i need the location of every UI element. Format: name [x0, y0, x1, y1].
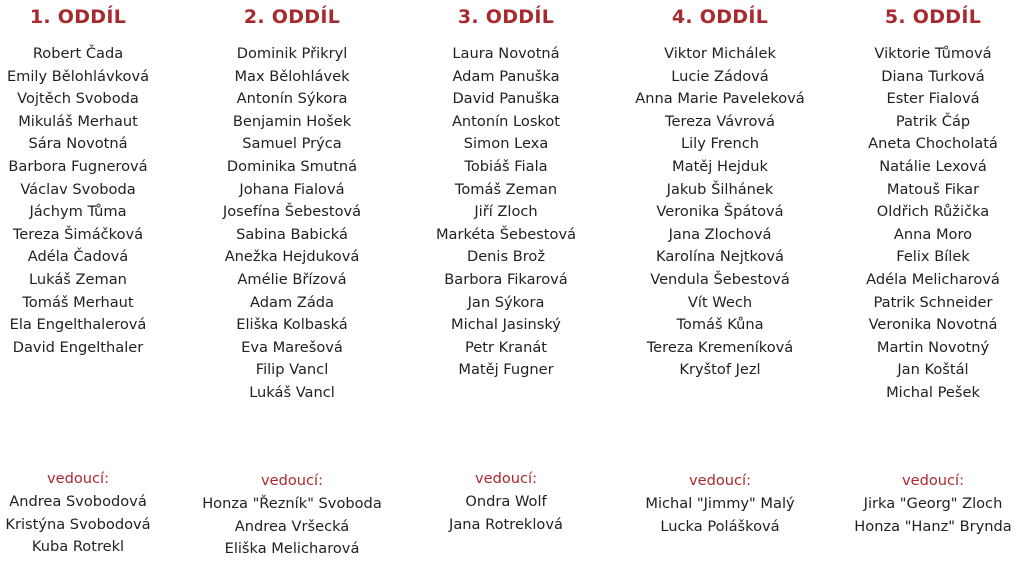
- member-name: Barbora Fikarová: [444, 270, 568, 288]
- leaders-label: vedoucí:: [901, 472, 965, 489]
- member-name: Jan Sýkora: [467, 293, 545, 311]
- leaders-label: vedoucí:: [46, 470, 110, 487]
- member-name: Tobiáš Fiala: [464, 157, 548, 175]
- leader-list: [401, 491, 611, 536]
- leaders-label: vedoucí:: [260, 472, 324, 489]
- member-name: Samuel Prýca: [242, 135, 342, 153]
- member-name: Jan Koštál: [897, 361, 969, 379]
- member-name: Matěj Fugner: [458, 361, 554, 379]
- leader-name: Michal "Jimmy" Malý: [645, 495, 795, 512]
- member-name: Ela Engelthalerová: [9, 316, 147, 334]
- member-list: [187, 43, 397, 405]
- member-name: Robert Čada: [32, 45, 124, 62]
- member-name: Patrik Schneider: [873, 293, 993, 311]
- member-name: Jakub Šilhánek: [666, 180, 774, 198]
- member-name: Anežka Hejduková: [224, 248, 360, 266]
- member-name: Tomáš Zeman: [454, 180, 558, 198]
- member-name: Emily Bělohlávková: [6, 67, 150, 85]
- member-name: Sára Novotná: [28, 135, 128, 153]
- member-name: Lucie Zádová: [671, 67, 769, 85]
- member-name: Benjamin Hošek: [232, 112, 352, 130]
- group-title: 3. ODDÍL: [457, 6, 555, 28]
- member-name: Petr Kranát: [464, 338, 548, 356]
- member-name: Patrik Čáp: [895, 112, 971, 130]
- member-name: Viktorie Tůmová: [874, 45, 992, 62]
- group-column-1: [0, 0, 183, 556]
- member-name: Amélie Břízová: [237, 270, 347, 288]
- member-name: Jana Zlochová: [668, 225, 772, 243]
- member-name: Matouš Fikar: [886, 180, 980, 198]
- member-name: Ester Fialová: [886, 90, 980, 108]
- member-name: Mikuláš Merhaut: [18, 112, 138, 130]
- member-name: Jiří Zloch: [474, 203, 538, 221]
- member-name: Adéla Čadová: [27, 248, 129, 266]
- member-name: Michal Pešek: [886, 383, 980, 401]
- group-title: 2. ODDÍL: [243, 6, 341, 28]
- member-name: Anna Marie Paveleková: [635, 90, 805, 108]
- member-name: Diana Turková: [881, 67, 985, 85]
- member-list: [401, 43, 611, 382]
- member-name: David Panuška: [452, 90, 560, 108]
- member-name: Michal Jasinský: [451, 316, 561, 334]
- member-name: Viktor Michálek: [664, 45, 776, 62]
- member-list: [828, 43, 1019, 405]
- leader-name: Kristýna Svobodová: [5, 515, 151, 533]
- member-name: Martin Novotný: [876, 338, 990, 356]
- leader-name: Kuba Rotrekl: [31, 538, 125, 556]
- member-name: Eva Marešová: [241, 338, 343, 356]
- member-name: Tereza Vávrová: [665, 112, 775, 130]
- member-name: Adéla Melicharová: [866, 270, 1000, 288]
- member-name: Max Bělohlávek: [234, 67, 350, 85]
- member-name: Veronika Špátová: [656, 203, 784, 221]
- member-name: Simon Lexa: [463, 135, 549, 153]
- member-name: David Engelthaler: [12, 338, 144, 356]
- member-name: Vojtěch Svoboda: [17, 90, 139, 108]
- member-name: Dominik Přikryl: [236, 45, 348, 62]
- leader-name: Lucka Polášková: [660, 517, 780, 535]
- member-name: Barbora Fugnerová: [8, 157, 148, 175]
- member-list: [0, 43, 183, 359]
- member-name: Filip Vancl: [255, 361, 329, 379]
- member-name: Lukáš Zeman: [29, 270, 127, 288]
- member-name: Karolína Nejtková: [656, 248, 784, 266]
- member-name: Václav Svoboda: [20, 180, 136, 198]
- member-name: Tomáš Merhaut: [22, 293, 134, 311]
- group-title: 4. ODDÍL: [671, 6, 769, 28]
- member-name: Antonín Loskot: [451, 112, 561, 130]
- group-column-5: [828, 0, 1019, 535]
- leader-name: Jirka "Georg" Zloch: [863, 495, 1003, 512]
- leader-list: [828, 493, 1019, 538]
- member-name: Tereza Šimáčková: [12, 225, 144, 243]
- leader-name: Jana Rotreklová: [449, 515, 563, 533]
- leader-name: Ondra Wolf: [465, 493, 547, 510]
- member-name: Vendula Šebestová: [650, 270, 790, 288]
- member-name: Lukáš Vancl: [249, 383, 335, 401]
- leader-name: Andrea Svobodová: [9, 493, 147, 510]
- leaders-label: vedoucí:: [688, 472, 752, 489]
- member-name: Tomáš Kůna: [676, 316, 764, 334]
- member-list: [615, 43, 825, 382]
- member-name: Jáchym Tůma: [29, 203, 127, 221]
- group-column-3: [401, 0, 611, 533]
- member-name: Johana Fialová: [239, 180, 345, 198]
- member-name: Denis Brož: [466, 248, 546, 266]
- leader-list: [187, 493, 397, 561]
- leader-list: [0, 491, 183, 559]
- member-name: Aneta Chocholatá: [868, 135, 998, 153]
- member-name: Kryštof Jezl: [679, 361, 761, 379]
- group-title: 1. ODDÍL: [29, 6, 127, 28]
- group-column-4: [615, 0, 825, 535]
- member-name: Sabina Babická: [236, 225, 348, 243]
- member-name: Veronika Novotná: [868, 316, 998, 334]
- leader-list: [615, 493, 825, 538]
- member-name: Adam Panuška: [452, 67, 560, 85]
- member-name: Antonín Sýkora: [236, 90, 348, 108]
- leaders-label: vedoucí:: [474, 470, 538, 487]
- member-name: Lily French: [680, 135, 760, 153]
- group-column-2: [187, 0, 397, 558]
- member-name: Oldřich Růžička: [876, 203, 990, 221]
- leader-name: Honza "Řezník" Svoboda: [202, 495, 382, 512]
- member-name: Felix Bílek: [896, 248, 970, 266]
- member-name: Matěj Hejduk: [672, 157, 768, 175]
- leader-name: Andrea Vršecká: [234, 517, 350, 535]
- member-name: Eliška Kolbaská: [236, 316, 348, 334]
- leader-name: Honza "Hanz" Brynda: [854, 517, 1012, 535]
- group-title: 5. ODDÍL: [884, 6, 982, 28]
- member-name: Josefína Šebestová: [222, 203, 362, 221]
- member-name: Vít Wech: [687, 293, 753, 311]
- member-name: Markéta Šebestová: [435, 225, 577, 243]
- member-name: Anna Moro: [893, 225, 973, 243]
- member-name: Natálie Lexová: [879, 157, 987, 175]
- member-name: Tereza Kremeníková: [646, 338, 794, 356]
- leader-name: Eliška Melicharová: [224, 540, 360, 558]
- member-name: Dominika Smutná: [226, 157, 358, 175]
- member-name: Laura Novotná: [452, 45, 560, 62]
- member-name: Adam Záda: [250, 293, 334, 311]
